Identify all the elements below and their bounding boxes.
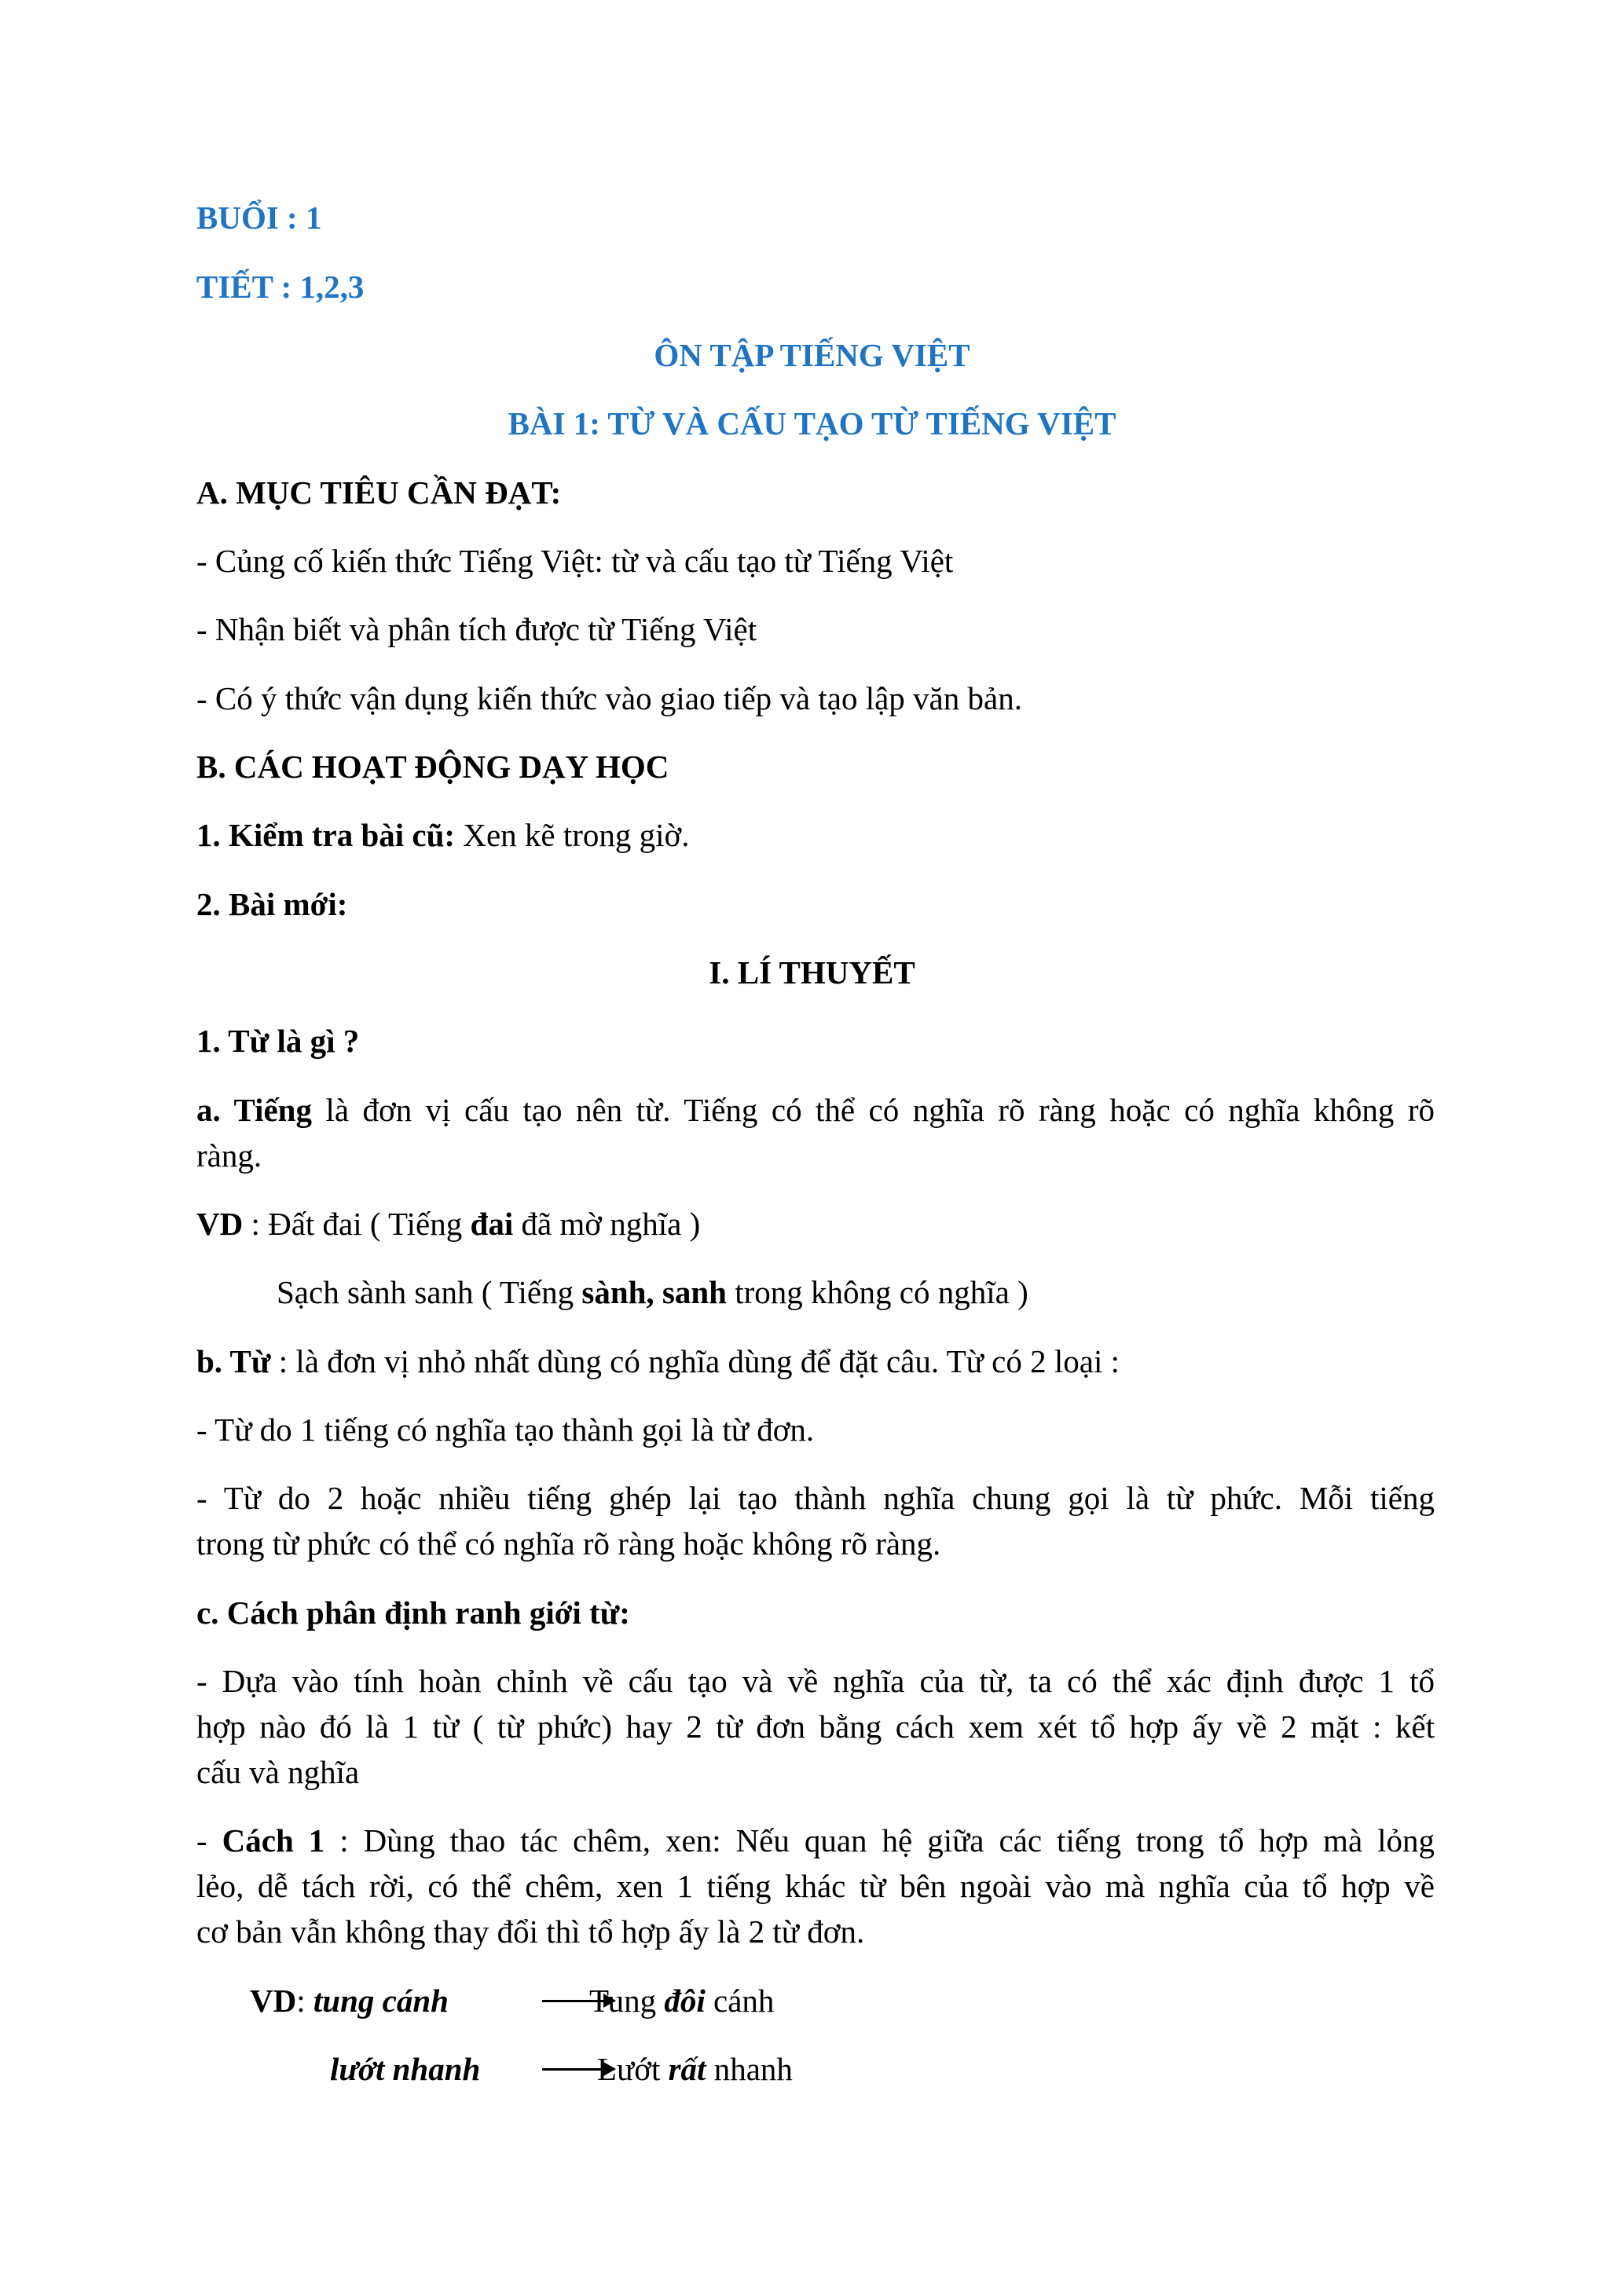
boundary-p1-line-2: hợp nào đó là 1 từ ( từ phức) hay 2 từ đơn bằng cách xem xét tổ hợp ấy về 2 mặt : kết (196, 1708, 1435, 1745)
word-type-1: - Từ do 1 tiếng có nghĩa tạo thành gọi là từ đơn. (196, 1412, 815, 1448)
vd1-result-post: cánh (705, 1983, 775, 2019)
method-1-line-3: cơ bản vẫn không thay đổi thì tổ hợp ấy là 2 từ đơn. (196, 1913, 865, 1950)
vd-label: VD (250, 1983, 297, 2019)
example-tung-doi-canh (589, 1976, 1218, 2025)
definition-tu (196, 1337, 1435, 1386)
tu-text: : là đơn vị nhỏ nhất dùng có nghĩa dùng để đặt câu. Từ có 2 loại : (270, 1343, 1120, 1379)
method-1-text: : Dùng thao tác chêm, xen: Nếu quan hệ giữa các tiếng trong tổ hợp mà lỏng (324, 1822, 1435, 1858)
example-label: VD (196, 1206, 244, 1242)
vd1-term: tung cánh (313, 1983, 449, 2019)
objective-item-2: - Nhận biết và phân tích được từ Tiếng Việt (196, 611, 757, 647)
example-2 (277, 1268, 1515, 1316)
objective-item-3: - Có ý thức vận dụng kiến thức vào giao tiếp và tạo lập văn bản. (196, 680, 1022, 716)
session-label: BUỔI : 1 (196, 200, 322, 236)
word-type-2-line-1: - Từ do 2 hoặc nhiều tiếng ghép lại tạo thành nghĩa chung gọi là từ phức. Mỗi tiếng (196, 1480, 1435, 1516)
objective-item-1: - Củng cố kiến thức Tiếng Việt: từ và cấu tạo từ Tiếng Việt (196, 543, 954, 579)
check-old-lesson (196, 811, 1435, 859)
check-label: 1. Kiểm tra bài cũ: (196, 817, 456, 853)
example-2-bold: sành, sanh (581, 1274, 727, 1310)
check-text: Xen kẽ trong giờ. (455, 817, 690, 853)
example-2-pre: Sạch sành sanh ( Tiếng (277, 1274, 582, 1310)
section-b-heading: B. CÁC HOẠT ĐỘNG DẠY HỌC (196, 749, 669, 785)
tieng-label: a. Tiếng (196, 1092, 312, 1128)
review-title: ÔN TẬP TIẾNG VIỆT (654, 337, 970, 373)
vd2-result-mid: rất (668, 2051, 706, 2087)
method-1-line-1 (196, 1816, 1435, 1865)
method-1-line-2: lẻo, dễ tách rời, có thể chêm, xen 1 tiếng khác từ bên ngoài vào mà nghĩa của tổ hợp về (196, 1868, 1435, 1904)
tieng-text: là đơn vị cấu tạo nên từ. Tiếng có thể có nghĩa rõ ràng hoặc có nghĩa không rõ (311, 1092, 1435, 1128)
vd2-result-post: nhanh (706, 2051, 793, 2087)
boundary-p1-line-3: cấu và nghĩa (196, 1754, 360, 1790)
method-1-dash: - (196, 1822, 222, 1858)
example-2-post: trong không có nghĩa ) (726, 1274, 1028, 1310)
theory-heading: I. LÍ THUYẾT (709, 954, 915, 991)
method-1-label: Cách 1 (222, 1822, 325, 1858)
tu-label: b. Từ (196, 1343, 271, 1379)
vd2-term: lướt nhanh (330, 2051, 481, 2087)
example-luot-rat-nhanh (597, 2045, 1226, 2093)
vd-colon: : (296, 1983, 313, 2019)
vd1-result-pre: Tung (589, 1983, 665, 2019)
definition-tieng-line-2: ràng. (196, 1137, 262, 1174)
word-type-2-line-2: trong từ phức có thể có nghĩa rõ ràng hoặc không rõ ràng. (196, 1525, 941, 1562)
periods-label: TIẾT : 1,2,3 (196, 269, 365, 305)
example-1 (196, 1199, 1435, 1248)
boundary-heading: c. Cách phân định ranh giới từ: (196, 1595, 630, 1631)
lesson-title: BÀI 1: TỪ VÀ CẤU TẠO TỪ TIẾNG VIỆT (508, 405, 1116, 441)
vd2-result-pre: Lướt (597, 2051, 669, 2087)
example-1-bold: đai (470, 1206, 514, 1242)
vd1-result-mid: đôi (664, 1983, 706, 2019)
question-1: 1. Từ là gì ? (196, 1023, 360, 1059)
section-a-heading: A. MỤC TIÊU CẦN ĐẠT: (196, 474, 562, 511)
example-1-pre: : Đất đai ( Tiếng (243, 1206, 471, 1242)
definition-tieng-line-1 (196, 1086, 1435, 1134)
new-lesson-label: 2. Bài mới: (196, 886, 348, 922)
boundary-p1-line-1: - Dựa vào tính hoàn chỉnh về cấu tạo và về nghĩa của từ, ta có thể xác định được 1 tổ (196, 1663, 1435, 1699)
example-1-post: đã mờ nghĩa ) (513, 1206, 701, 1242)
